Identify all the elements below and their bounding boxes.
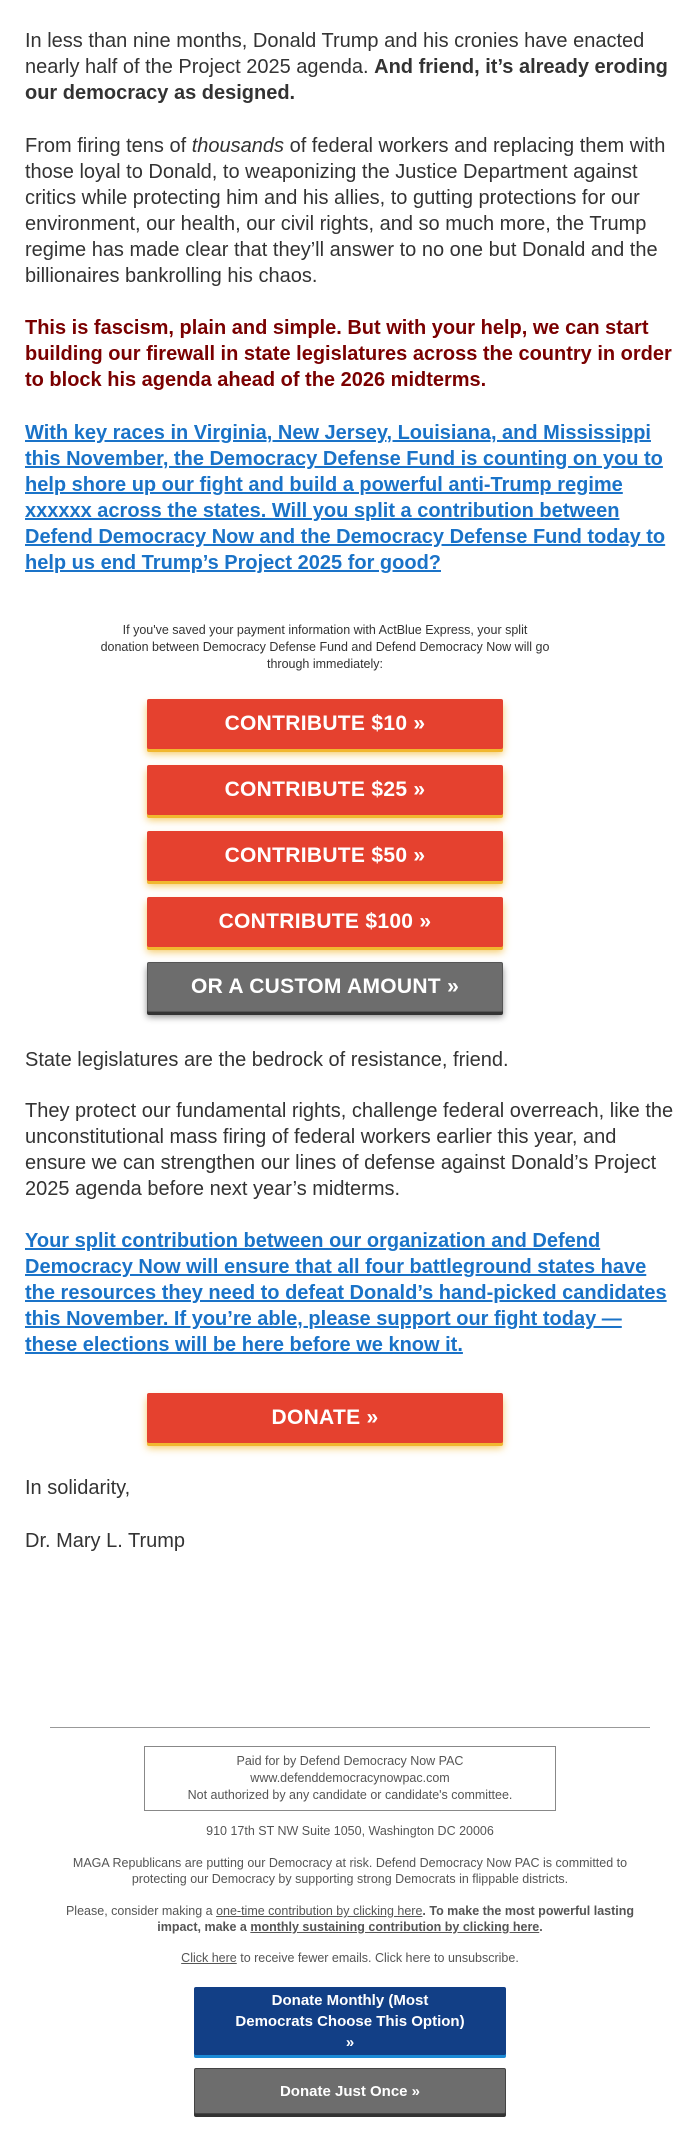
- intro-paragraph: [25, 28, 675, 106]
- ask-paragraph: [25, 420, 675, 576]
- firing-text-end: of federal workers and replacing them with those loyal to Donald, to weaponizing the Justice Department against critics while protecting him and his allies, to gutting protections for our environment, our health, our civil rights, and so much more, the Trump regime has made clear that they’ll answer to no one but Donald and the billionaires bankrolling his chaos.: [25, 135, 666, 287]
- intro-bold-text: And friend, it’s already eroding our democracy as designed.: [25, 56, 668, 104]
- footer-fewer-emails: [0, 1951, 700, 1965]
- contribute-10-button[interactable]: CONTRIBUTE $10 »: [147, 699, 503, 749]
- donate-monthly-button[interactable]: Donate Monthly (Most Democrats Choose This Option) »: [194, 1987, 506, 2055]
- not-authorized-text: Not authorized by any candidate or candidate's committee.: [187, 1788, 513, 1802]
- actblue-express-note: If you've saved your payment information with ActBlue Express, your split donation between Democracy Defense Fund and Defend Democracy Now will go through immediately:: [100, 623, 550, 671]
- ask-link[interactable]: With key races in Virginia, New Jersey, Louisiana, and Mississippi this November, the Democracy Defense Fund is counting on you to help shore up our fight and build a powerful anti-Trump regime xxxxxx across the states. Will you split a contribution between Defend Democracy Now and the Democracy Defense Fund today to help us end Trump’s Project 2025 for good?: [25, 422, 666, 574]
- custom-amount-button[interactable]: OR A CUSTOM AMOUNT »: [147, 962, 503, 1012]
- monthly-contribution-link[interactable]: monthly sustaining contribution by clicking here: [250, 1920, 540, 1934]
- donate-once-button[interactable]: Donate Just Once »: [194, 2068, 506, 2114]
- split-contribution-link[interactable]: Your split contribution between our organization and Defend Democracy Now will ensure that all four battleground states have the resources they need to defeat Donald’s hand-picked candidates this November. If you’re able, please support our fight today — these elections will be here before we know it.: [25, 1230, 667, 1356]
- contribute-100-button[interactable]: CONTRIBUTE $100 »: [147, 897, 503, 947]
- contribute-50-button[interactable]: CONTRIBUTE $50 »: [147, 831, 503, 881]
- donate-button[interactable]: DONATE »: [147, 1393, 503, 1443]
- please-bold-text: . To make the most powerful lasting impact, make a: [157, 1904, 635, 1934]
- contribute-25-button[interactable]: CONTRIBUTE $25 »: [147, 765, 503, 815]
- split-paragraph: [25, 1228, 675, 1358]
- paid-by-text: Paid for by Defend Democracy Now PAC: [236, 1754, 464, 1768]
- firing-italic-text: thousands: [191, 135, 285, 157]
- footer-mission: MAGA Republicans are putting our Democracy at risk. Defend Democracy Now PAC is committed to protecting our Democracy by supporting strong Democrats in flippable districts.: [72, 1856, 628, 1886]
- bedrock-paragraph: State legislatures are the bedrock of resistance, friend.: [25, 1049, 509, 1071]
- intro-text: In less than nine months, Donald Trump and his cronies have enacted nearly half of the Project 2025 agenda.: [25, 30, 645, 78]
- signoff: In solidarity,: [25, 1477, 131, 1499]
- website-text: www.defenddemocracynowpac.com: [250, 1771, 450, 1785]
- paid-for-box: [144, 1746, 556, 1811]
- fewer-emails-text: to receive fewer emails. Click here to unsubscribe.: [236, 1951, 519, 1965]
- signature: Dr. Mary L. Trump: [25, 1530, 186, 1552]
- protect-paragraph: They protect our fundamental rights, challenge federal overreach, like the unconstitutional mass firing of federal workers earlier this year, and ensure we can strengthen our lines of defense against Donald’s Project 2025 agenda before next year’s midterms.: [25, 1100, 674, 1200]
- fascism-paragraph: This is fascism, plain and simple. But with your help, we can start building our firewall in state legislatures across the country in order to block his agenda ahead of the 2026 midterms.: [25, 317, 672, 391]
- footer-address: 910 17th ST NW Suite 1050, Washington DC 20006: [206, 1824, 494, 1838]
- please-text-start: Please, consider making a: [65, 1904, 217, 1918]
- firing-paragraph: [25, 133, 675, 289]
- footer-please: [55, 1903, 645, 1935]
- one-time-contribution-link[interactable]: one-time contribution by clicking here: [216, 1904, 423, 1918]
- firing-text-start: From firing tens of: [25, 135, 192, 157]
- please-text-end: .: [539, 1920, 543, 1934]
- fewer-emails-link[interactable]: Click here: [181, 1951, 237, 1965]
- footer-divider: [50, 1727, 650, 1728]
